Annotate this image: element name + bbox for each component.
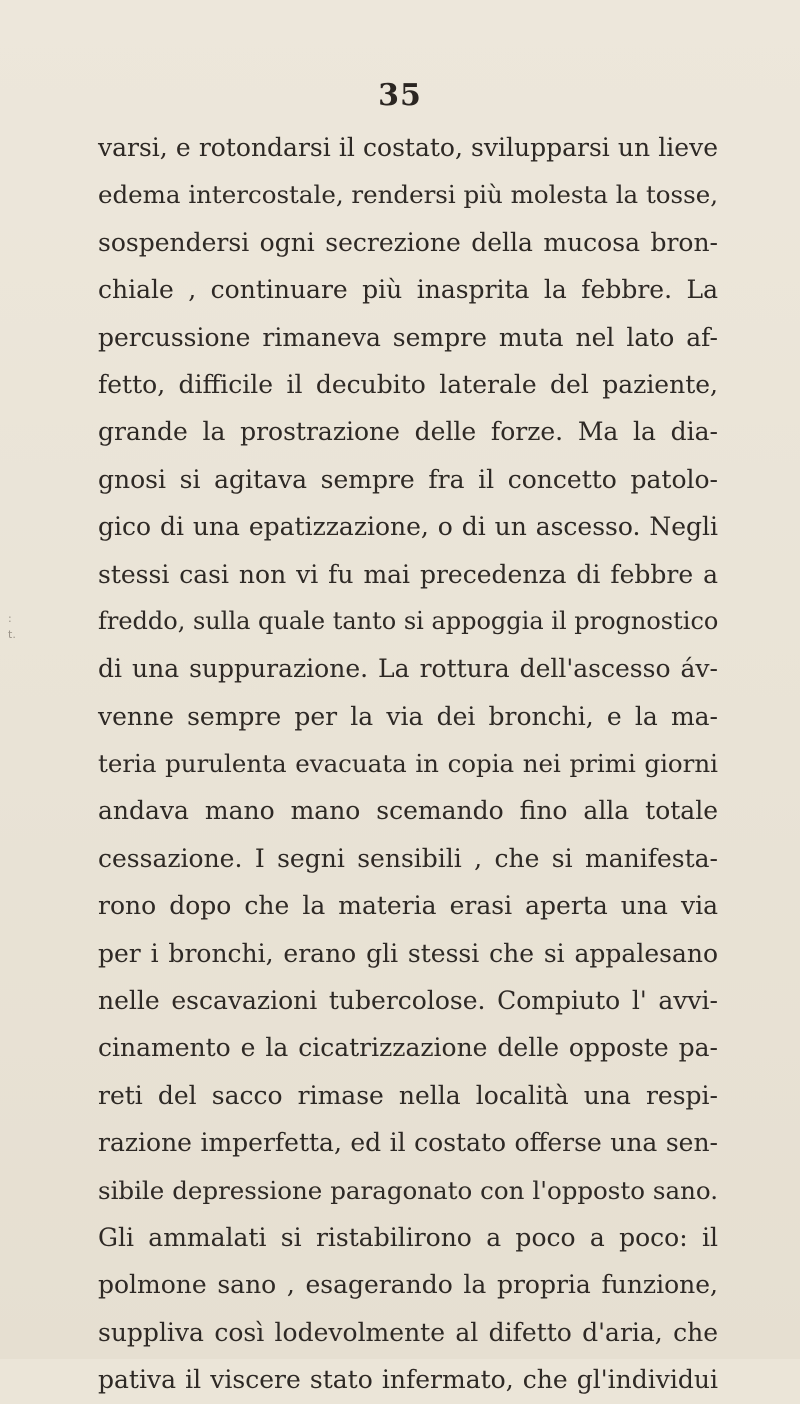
text-line: pativa il viscere stato infermato, che gl'individui — [98, 1365, 718, 1395]
text-line: stessi casi non vi fu mai precedenza di febbre a — [98, 559, 718, 589]
text-line: per i bronchi, erano gli stessi che si appalesano — [98, 938, 718, 968]
text-line: nelle escavazioni tubercolose. Compiuto l' avvi- — [98, 986, 718, 1016]
text-line: suppliva così lodevolmente al difetto d'aria, che — [98, 1317, 718, 1347]
text-line: fetto, difficile il decubito laterale del paziente, — [98, 369, 718, 399]
text-line: freddo, sulla quale tanto si appoggia il prognostico — [98, 606, 719, 635]
text-line: edema intercostale, rendersi più molesta la tosse, — [98, 180, 718, 210]
text-line: andava mano mano scemando fino alla totale — [98, 796, 718, 826]
text-line: venne sempre per la via dei bronchi, e la ma- — [98, 701, 718, 731]
page-number: 35 — [378, 78, 422, 113]
text-line: reti del sacco rimase nella località una respi- — [98, 1080, 718, 1110]
text-line: razione imperfetta, ed il costato offerse una sen- — [98, 1128, 718, 1158]
text-line: sibile depressione paragonato con l'opposto sano. — [98, 1175, 718, 1205]
text-line: cinamento e la cicatrizzazione delle opposte pa- — [98, 1033, 718, 1063]
text-line: percussione rimaneva sempre muta nel lato af- — [98, 322, 718, 352]
text-line: polmone sano , esagerando la propria funzione, — [98, 1270, 718, 1300]
text-line: teria purulenta evacuata in copia nei primi giorni — [98, 749, 718, 779]
text-line: gico di una epatizzazione, o di un ascesso. Negli — [98, 512, 718, 542]
text-line: gnosi si agitava sempre fra il concetto patolo- — [98, 464, 718, 494]
text-line: rono dopo che la materia erasi aperta una via — [98, 891, 718, 921]
body-text — [98, 124, 718, 1404]
text-line: grande la prostrazione delle forze. Ma la dia- — [98, 417, 718, 447]
text-line: varsi, e rotondarsi il costato, svilupparsi un lieve — [98, 133, 718, 162]
margin-mark: t. — [8, 628, 16, 641]
margin-mark: : — [8, 612, 12, 625]
text-line: sospendersi ogni secrezione della mucosa bron- — [98, 227, 718, 257]
text-line: di una suppurazione. La rottura dell'ascesso áv- — [98, 654, 718, 684]
text-line: chiale , continuare più inasprita la febbre. La — [98, 275, 718, 305]
text-line: cessazione. I segni sensibili , che si manifesta- — [98, 843, 718, 873]
text-line: Gli ammalati si ristabilirono a poco a poco: il — [98, 1222, 718, 1252]
